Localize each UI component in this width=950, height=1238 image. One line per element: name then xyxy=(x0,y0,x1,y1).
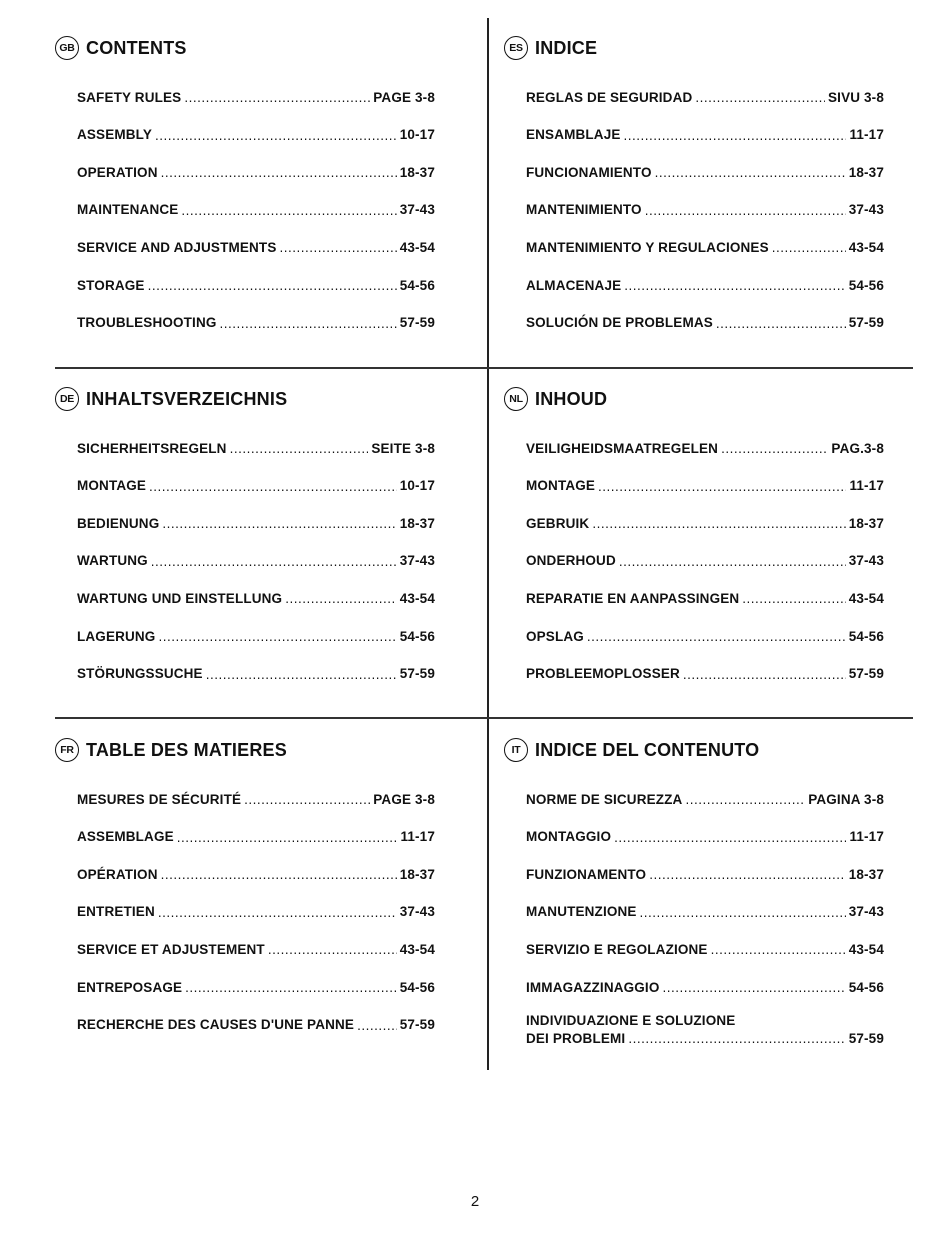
toc-page: 11-17 xyxy=(849,127,884,143)
toc-label: ASSEMBLAGE xyxy=(77,829,174,845)
dot-leader xyxy=(695,91,825,105)
toc-label: MONTAGE xyxy=(77,478,147,494)
toc-label: MANTENIMIENTO xyxy=(526,202,642,218)
dot-leader xyxy=(158,630,396,644)
toc-page: 37-43 xyxy=(399,904,435,920)
toc-list xyxy=(77,769,435,1032)
toc-label: MAINTENANCE xyxy=(77,202,179,218)
toc-page: 54-56 xyxy=(848,628,884,644)
toc-label: RECHERCHE DES CAUSES D'UNE PANNE xyxy=(77,1017,355,1033)
toc-page: 37-43 xyxy=(848,553,884,569)
toc-entry xyxy=(77,531,435,569)
section-title: INDICE xyxy=(535,37,598,58)
toc-page: 43-54 xyxy=(848,590,884,606)
toc-label: ENTREPOSAGE xyxy=(77,979,183,995)
toc-entry xyxy=(77,606,435,644)
toc-label: ALMACENAJE xyxy=(526,277,622,293)
dot-leader xyxy=(279,241,396,255)
language-badge-gb: GB xyxy=(55,36,79,60)
toc-entry xyxy=(526,255,884,293)
section-header xyxy=(55,737,435,763)
toc-label: TROUBLESHOOTING xyxy=(77,315,217,331)
toc-page: 43-54 xyxy=(848,941,884,957)
toc-label: ENTRETIEN xyxy=(77,904,155,920)
dot-leader xyxy=(181,204,396,218)
toc-entry xyxy=(77,493,435,531)
dot-leader xyxy=(592,517,845,531)
dot-leader xyxy=(151,555,397,569)
toc-entry xyxy=(77,882,435,920)
toc-page: 10-17 xyxy=(399,127,435,143)
dot-leader xyxy=(614,831,846,845)
toc-entry xyxy=(526,568,884,606)
dot-leader xyxy=(587,630,846,644)
toc-label: ASSEMBLY xyxy=(77,127,152,143)
language-badge-de: DE xyxy=(55,387,79,411)
toc-label: MANUTENZIONE xyxy=(526,904,637,920)
toc-page: 57-59 xyxy=(848,666,884,682)
toc-label: PROBLEEMOPLOSSER xyxy=(526,666,680,682)
toc-page: 18-37 xyxy=(848,866,884,882)
dot-leader xyxy=(230,442,369,456)
toc-entry xyxy=(77,105,435,143)
toc-label: SERVIZIO E REGOLAZIONE xyxy=(526,941,708,957)
toc-page: 43-54 xyxy=(848,239,884,255)
dot-leader xyxy=(772,241,846,255)
toc-page: 54-56 xyxy=(848,979,884,995)
toc-page: SEITE 3-8 xyxy=(371,440,435,456)
toc-page: 37-43 xyxy=(848,202,884,218)
section-title: INHOUD xyxy=(535,388,608,409)
toc-label: STÖRUNGSSUCHE xyxy=(77,666,203,682)
section-header xyxy=(504,386,884,412)
toc-entry xyxy=(526,142,884,180)
row-divider-1 xyxy=(55,367,913,369)
section-de xyxy=(55,386,435,681)
toc-entry xyxy=(526,456,884,494)
dot-leader xyxy=(285,592,397,606)
dot-leader xyxy=(640,906,846,920)
toc-entry xyxy=(77,67,435,105)
toc-label: SERVICE ET ADJUSTEMENT xyxy=(77,941,265,957)
toc-entry xyxy=(526,217,884,255)
section-gb xyxy=(55,35,435,330)
toc-label: ENSAMBLAJE xyxy=(526,127,621,143)
dot-leader xyxy=(244,793,370,807)
toc-label: NORME DE SICUREZZA xyxy=(526,791,683,807)
dot-leader xyxy=(711,943,846,957)
page-number: 2 xyxy=(470,1193,480,1210)
language-badge-es: ES xyxy=(504,36,528,60)
dot-leader xyxy=(683,668,846,682)
toc-page: 57-59 xyxy=(848,315,884,331)
toc-page: SIVU 3-8 xyxy=(828,89,884,105)
dot-leader xyxy=(649,868,846,882)
dot-leader xyxy=(177,831,398,845)
toc-label: WARTUNG UND EINSTELLUNG xyxy=(77,590,283,606)
toc-entry xyxy=(526,919,884,957)
toc-label: MONTAGGIO xyxy=(526,829,612,845)
dot-leader xyxy=(628,1032,845,1046)
dot-leader xyxy=(721,442,828,456)
toc-label: FUNCIONAMIENTO xyxy=(526,164,652,180)
toc-entry xyxy=(526,644,884,682)
section-header xyxy=(504,737,884,763)
toc-label: ONDERHOUD xyxy=(526,553,616,569)
toc-page: 11-17 xyxy=(849,829,884,845)
toc-page: 43-54 xyxy=(399,590,435,606)
toc-page: 54-56 xyxy=(848,277,884,293)
toc-label: OPÉRATION xyxy=(77,866,158,882)
dot-leader xyxy=(624,279,845,293)
toc-page: 18-37 xyxy=(399,164,435,180)
toc-label: STORAGE xyxy=(77,277,145,293)
toc-label: IMMAGAZZINAGGIO xyxy=(526,979,660,995)
toc-label: BEDIENUNG xyxy=(77,515,160,531)
toc-label: OPSLAG xyxy=(526,628,584,644)
language-badge-fr: FR xyxy=(55,738,79,762)
toc-entry xyxy=(526,957,884,995)
toc-entry xyxy=(77,418,435,456)
toc-entry xyxy=(77,142,435,180)
dot-leader xyxy=(149,480,397,494)
toc-label: REGLAS DE SEGURIDAD xyxy=(526,89,693,105)
toc-label: REPARATIE EN AANPASSINGEN xyxy=(526,590,740,606)
toc-page: 18-37 xyxy=(399,866,435,882)
toc-entry xyxy=(77,919,435,957)
section-title: INDICE DEL CONTENUTO xyxy=(535,739,760,760)
section-es xyxy=(504,35,884,330)
section-title: TABLE DES MATIERES xyxy=(86,739,287,760)
column-divider xyxy=(487,18,489,1070)
dot-leader xyxy=(161,868,397,882)
dot-leader xyxy=(645,204,846,218)
dot-leader xyxy=(162,517,396,531)
dot-leader xyxy=(184,91,370,105)
toc-entry xyxy=(77,769,435,807)
dot-leader xyxy=(268,943,397,957)
toc-entry xyxy=(77,644,435,682)
toc-entry xyxy=(77,180,435,218)
dot-leader xyxy=(619,555,846,569)
toc-label: SERVICE AND ADJUSTMENTS xyxy=(77,239,277,255)
toc-entry xyxy=(77,807,435,845)
dot-leader xyxy=(655,166,846,180)
section-title: CONTENTS xyxy=(86,37,187,58)
toc-entry xyxy=(77,293,435,331)
toc-page: PAGE 3-8 xyxy=(373,791,435,807)
toc-entry xyxy=(77,217,435,255)
toc-entry xyxy=(526,606,884,644)
toc-page: 37-43 xyxy=(848,904,884,920)
language-badge-it: IT xyxy=(504,738,528,762)
toc-page: 57-59 xyxy=(399,1017,435,1033)
toc-label: SOLUCIÓN DE PROBLEMAS xyxy=(526,315,713,331)
toc-page: 18-37 xyxy=(399,515,435,531)
toc-label: SAFETY RULES xyxy=(77,89,182,105)
toc-label-line1: INDIVIDUAZIONE E SOLUZIONE xyxy=(526,1012,736,1028)
toc-list xyxy=(526,769,884,1046)
toc-page: PAGINA 3-8 xyxy=(808,791,884,807)
toc-page: 54-56 xyxy=(399,628,435,644)
toc-entry xyxy=(526,293,884,331)
toc-page: PAG.3-8 xyxy=(831,440,884,456)
section-title: INHALTSVERZEICHNIS xyxy=(86,388,288,409)
toc-entry xyxy=(77,844,435,882)
section-header xyxy=(55,35,435,61)
toc-label-line2: DEI PROBLEMI xyxy=(526,1030,626,1046)
dot-leader xyxy=(220,317,397,331)
language-badge-nl: NL xyxy=(504,387,528,411)
toc-label: OPERATION xyxy=(77,164,158,180)
dot-leader xyxy=(598,480,846,494)
toc-entry xyxy=(526,67,884,105)
section-nl xyxy=(504,386,884,681)
dot-leader xyxy=(161,166,397,180)
toc-entry xyxy=(526,418,884,456)
toc-label: MESURES DE SÉCURITÉ xyxy=(77,791,242,807)
toc-entry xyxy=(77,255,435,293)
toc-entry xyxy=(526,882,884,920)
toc-entry xyxy=(526,531,884,569)
toc-list xyxy=(77,418,435,681)
toc-page: 11-17 xyxy=(400,829,435,845)
toc-entry xyxy=(526,493,884,531)
toc-page: PAGE 3-8 xyxy=(373,89,435,105)
toc-label: MONTAGE xyxy=(526,478,596,494)
toc-page: 37-43 xyxy=(399,202,435,218)
dot-leader xyxy=(155,129,397,143)
dot-leader xyxy=(357,1019,397,1033)
dot-leader xyxy=(716,317,846,331)
dot-leader xyxy=(742,592,845,606)
toc-page: 18-37 xyxy=(848,515,884,531)
toc-entry xyxy=(526,995,884,1046)
section-fr xyxy=(55,737,435,1032)
dot-leader xyxy=(685,793,805,807)
section-header xyxy=(55,386,435,412)
dot-leader xyxy=(663,981,846,995)
toc-entry xyxy=(526,105,884,143)
dot-leader xyxy=(148,279,397,293)
toc-page: 18-37 xyxy=(848,164,884,180)
toc-list xyxy=(526,418,884,681)
dot-leader xyxy=(158,906,397,920)
toc-page: 43-54 xyxy=(399,941,435,957)
toc-page: 57-59 xyxy=(848,1030,884,1046)
toc-list xyxy=(526,67,884,330)
toc-label: WARTUNG xyxy=(77,553,148,569)
toc-label: GEBRUIK xyxy=(526,515,590,531)
toc-page: 10-17 xyxy=(399,478,435,494)
toc-entry xyxy=(77,957,435,995)
toc-page: 54-56 xyxy=(399,979,435,995)
toc-entry xyxy=(77,456,435,494)
toc-page: 43-54 xyxy=(399,239,435,255)
section-header xyxy=(504,35,884,61)
dot-leader xyxy=(624,129,847,143)
toc-page: 37-43 xyxy=(399,553,435,569)
row-divider-2 xyxy=(55,717,913,719)
dot-leader xyxy=(185,981,397,995)
toc-entry xyxy=(526,180,884,218)
section-it xyxy=(504,737,884,1046)
toc-label: MANTENIMIENTO Y REGULACIONES xyxy=(526,239,769,255)
toc-page: 54-56 xyxy=(399,277,435,293)
toc-entry xyxy=(77,995,435,1033)
toc-page: 57-59 xyxy=(399,315,435,331)
toc-page: 11-17 xyxy=(849,478,884,494)
toc-label: FUNZIONAMENTO xyxy=(526,866,647,882)
dot-leader xyxy=(206,668,397,682)
toc-label: VEILIGHEIDSMAATREGELEN xyxy=(526,440,719,456)
toc-page: 57-59 xyxy=(399,666,435,682)
toc-label: SICHERHEITSREGELN xyxy=(77,440,227,456)
toc-entry xyxy=(77,568,435,606)
toc-list xyxy=(77,67,435,330)
toc-entry xyxy=(526,807,884,845)
toc-label: LAGERUNG xyxy=(77,628,156,644)
toc-entry xyxy=(526,844,884,882)
toc-entry xyxy=(526,769,884,807)
toc-entry-line2 xyxy=(526,1031,884,1046)
